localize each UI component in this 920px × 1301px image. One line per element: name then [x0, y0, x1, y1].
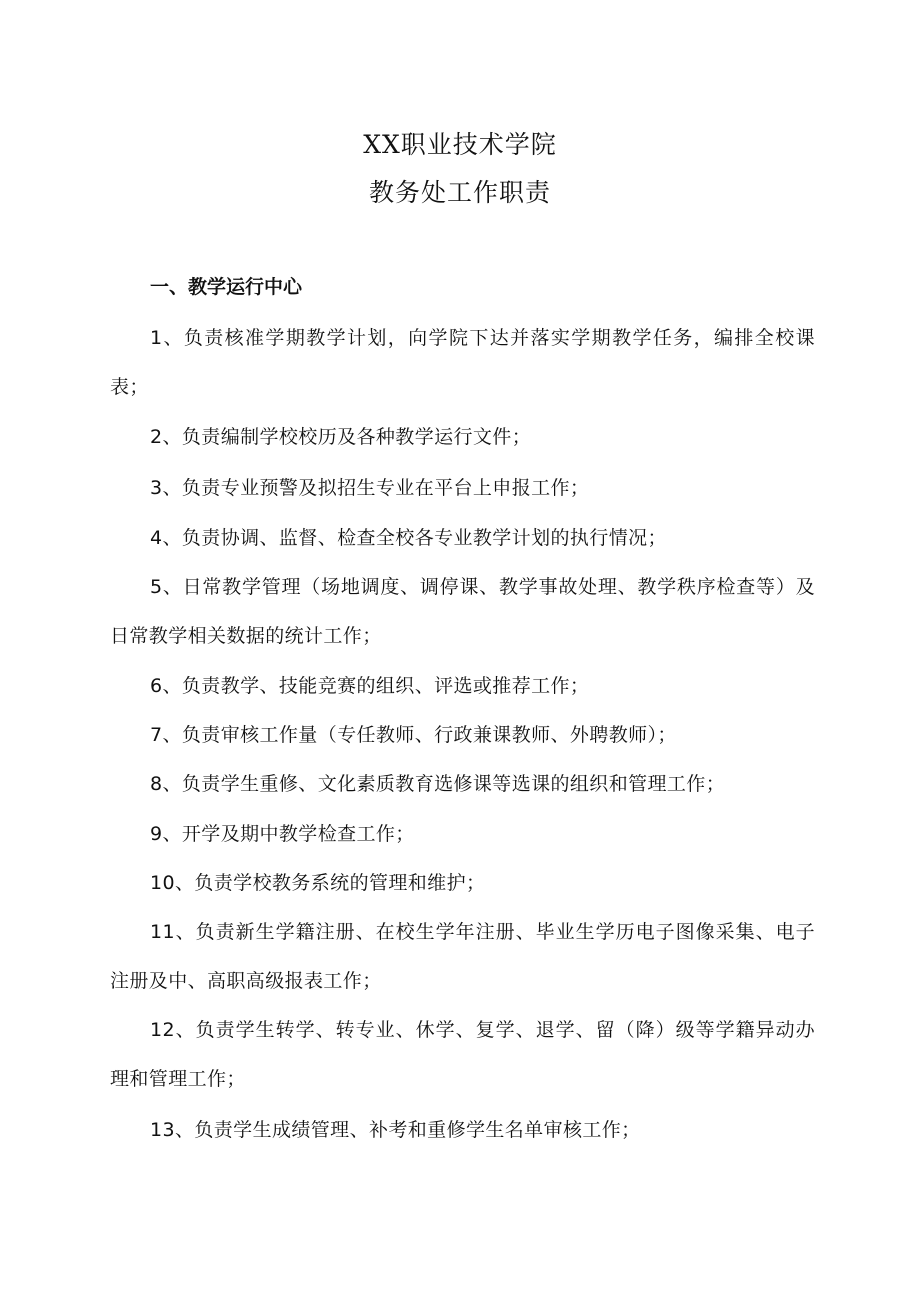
- list-item: 5、日常教学管理（场地调度、调停课、教学事故处理、教学秩序检查等）及日常教学相关数据的统计工作；: [110, 576, 815, 647]
- list-item: 13、负责学生成绩管理、补考和重修学生名单审核工作；: [150, 1119, 641, 1141]
- list-item: 12、负责学生转学、转专业、休学、复学、退学、留（降）级等学籍异动办理和管理工作；: [110, 1019, 815, 1090]
- list-item: 3、负责专业预警及拟招生专业在平台上申报工作；: [150, 477, 590, 499]
- list-item: 1、负责核准学期教学计划，向学院下达并落实学期教学任务，编排全校课表；: [110, 327, 815, 398]
- section-heading: 一、教学运行中心: [150, 276, 303, 298]
- list-item: 8、负责学生重修、文化素质教育选修课等选课的组织和管理工作；: [150, 773, 726, 795]
- list-item: 11、负责新生学籍注册、在校生学年注册、毕业生学历电子图像采集、电子注册及中、高职高级报表工作；: [110, 921, 815, 992]
- list-item: 6、负责教学、技能竞赛的组织、评选或推荐工作；: [150, 675, 590, 697]
- list-item: 10、负责学校教务系统的管理和维护；: [150, 872, 486, 894]
- list-item: 7、负责审核工作量（专任教师、行政兼课教师、外聘教师）；: [150, 724, 677, 746]
- list-item: 2、负责编制学校校历及各种教学运行文件；: [150, 426, 532, 448]
- document-title: XX职业技术学院: [363, 130, 557, 159]
- document-subtitle: 教务处工作职责: [368, 178, 551, 207]
- list-item: 4、负责协调、监督、检查全校各专业教学计划的执行情况；: [150, 527, 667, 549]
- list-item: 9、开学及期中教学检查工作；: [150, 823, 415, 845]
